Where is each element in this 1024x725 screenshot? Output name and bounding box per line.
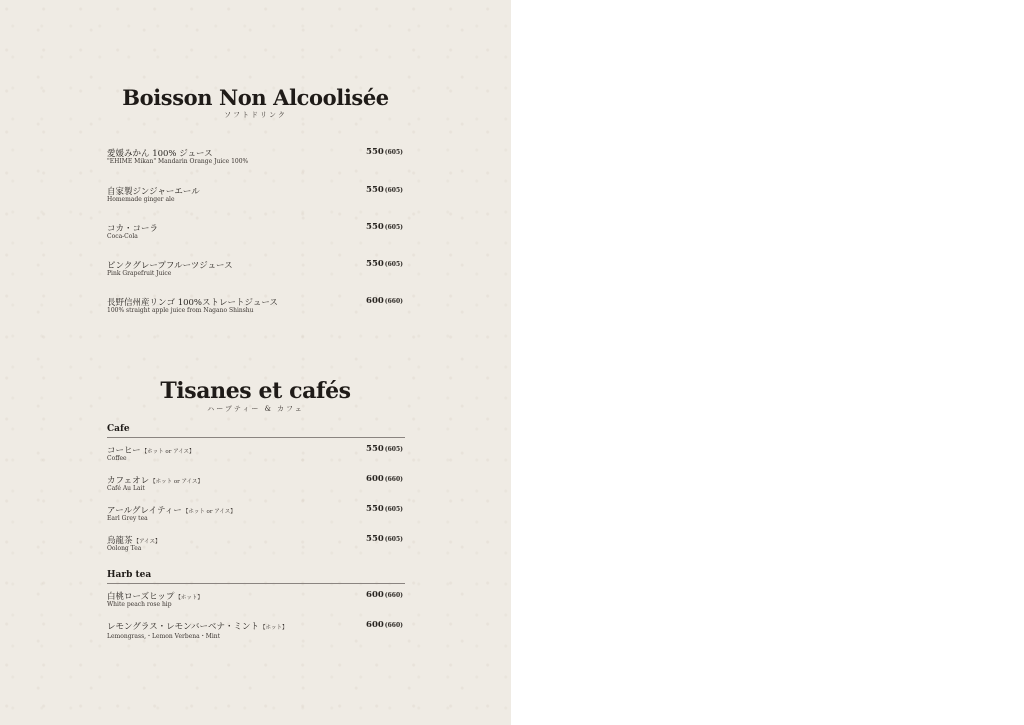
price-value: 550 (366, 444, 384, 454)
item-name-jp-text: カフェオレ (107, 476, 150, 486)
menu-page (0, 0, 511, 725)
price-with-tax: (605) (384, 224, 403, 231)
serving-tag: 【ホット or アイス】 (141, 449, 195, 455)
price-value: 600 (366, 620, 384, 630)
item-name-jp: 愛媛みかん 100% ジュース (107, 149, 213, 159)
serving-tag: 【アイス】 (133, 539, 161, 545)
price-value: 550 (366, 185, 384, 195)
price-with-tax: (660) (384, 476, 403, 483)
item-price (366, 534, 403, 544)
menu-item (107, 534, 403, 558)
price-value: 600 (366, 296, 384, 306)
menu-item (107, 185, 403, 209)
item-name-en: Café Au Lait (107, 485, 145, 492)
item-price (366, 296, 403, 306)
price-with-tax: (605) (384, 536, 403, 543)
price-with-tax: (605) (384, 446, 403, 453)
serving-tag: 【ホット or アイス】 (150, 479, 203, 485)
item-name-jp-text: 烏龍茶 (107, 536, 133, 546)
menu-item (107, 590, 403, 614)
section-subtitle-tisanes: ハーブティー & カフェ (207, 405, 304, 413)
item-price (366, 147, 403, 157)
price-with-tax: (660) (384, 592, 403, 599)
price-with-tax: (605) (384, 261, 403, 268)
serving-tag: 【ホット or アイス】 (182, 509, 236, 515)
menu-item (107, 222, 403, 246)
item-name-en: Pink Grapefruit Juice (107, 270, 172, 277)
item-name-en: Coffee (107, 455, 127, 462)
serving-tag: 【ホット】 (259, 625, 288, 631)
price-value: 600 (366, 474, 384, 484)
item-price (366, 504, 403, 514)
item-price (366, 185, 403, 195)
item-name-jp-text: 白桃ローズヒップ (107, 592, 175, 602)
item-name-en: Oolong Tea (107, 545, 142, 552)
item-name-en: Coca-Cola (107, 233, 138, 240)
price-with-tax: (605) (384, 506, 403, 513)
category-heading-cafe: Cafe (107, 424, 405, 438)
price-value: 550 (366, 147, 384, 157)
item-name-jp: 長野信州産リンゴ 100%ストレートジュース (107, 298, 278, 308)
menu-item (107, 620, 403, 644)
item-name-en: Lemongrass,・Lemon Verbena・Mint (107, 633, 221, 640)
menu-item (107, 474, 403, 498)
item-name-en: Earl Grey tea (107, 515, 148, 522)
item-name-jp-text: アールグレイティー (107, 506, 182, 516)
price-with-tax: (660) (384, 622, 403, 629)
section-title-tisanes: Tisanes et cafés (160, 378, 351, 404)
menu-item (107, 504, 403, 528)
item-price (366, 474, 403, 484)
item-name-en: "EHIME Mikan" Mandarin Orange Juice 100% (107, 158, 249, 165)
price-value: 550 (366, 504, 384, 514)
item-name-jp-text: コーヒー (107, 446, 141, 456)
menu-item (107, 444, 403, 468)
price-with-tax: (605) (384, 149, 403, 156)
item-price (366, 590, 403, 600)
item-price (366, 444, 403, 454)
section-subtitle-soft-drinks: ソフトドリンク (224, 111, 287, 119)
item-name-jp: コカ・コーラ (107, 224, 159, 234)
item-price (366, 620, 403, 630)
section-title-soft-drinks: Boisson Non Alcoolisée (122, 85, 389, 110)
item-name-jp-text: レモングラス・レモンバーベナ・ミント (107, 622, 259, 632)
price-value: 550 (366, 534, 384, 544)
menu-item (107, 296, 403, 320)
price-value: 550 (366, 259, 384, 269)
item-name-jp: ピンクグレープフルーツジュース (107, 261, 233, 271)
item-name-en: White peach rose hip (107, 601, 172, 608)
price-value: 600 (366, 590, 384, 600)
price-with-tax: (660) (384, 298, 403, 305)
menu-item (107, 259, 403, 283)
menu-item (107, 147, 403, 171)
item-price (366, 259, 403, 269)
serving-tag: 【ホット】 (175, 595, 203, 601)
item-price (366, 222, 403, 232)
item-name-jp: 自家製ジンジャーエール (107, 187, 200, 197)
item-name-en: Homemade ginger ale (107, 196, 175, 203)
category-heading-harb-tea: Harb tea (107, 570, 405, 584)
price-value: 550 (366, 222, 384, 232)
price-with-tax: (605) (384, 187, 403, 194)
item-name-en: 100% straight apple juice from Nagano Shinshu (107, 307, 254, 314)
